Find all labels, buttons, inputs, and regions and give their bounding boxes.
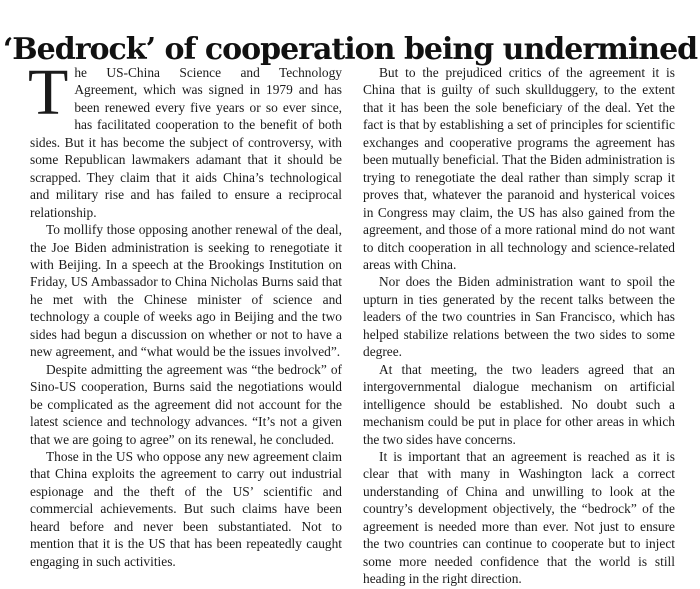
article-paragraph: To mollify those opposing another renewal of the deal, the Joe Biden administration is seeking to renegotiate it with Beijing. In a speech at the Brookings Institution on Friday, US Ambassador to China Nicholas Burns said that he met with the Chinese minister of science and technology a couple of weeks ago in Beijing and the two sides had begun a discussion on whether or not to have a new agreement, and “what would be the issues involved”. — [30, 222, 342, 360]
article-paragraph: It is important that an agreement is reached as it is clear that with many in Washington lack a correct understanding of China and unwilling to look at the country’s development objectively, the “bedrock” of the agreement is needed more than ever. Not just to ensure the two countries can continue to cooperate but to inject some more needed confidence that the world is still heading in the right direction. — [363, 448, 675, 587]
article-paragraph — [28, 56, 342, 221]
article-paragraph: Those in the US who oppose any new agreement claim that China exploits the agreement to carry out industrial espionage and the theft of the US’ scientific and commercial achievements. But such claims have been heard before and never been substantiated. Not to mention that it is the US that has been repeatedly caught engaging in such activities. — [30, 448, 342, 569]
drop-cap: T — [28, 56, 69, 129]
paragraph-text: he US-China Science and Technology Agreement, which was signed in 1979 and has been renewed every five years or so ever since, has facilitated cooperation to the benefit of both sides. But it has become the subject of controversy, with some Republican lawmakers adamant that it should be scrapped. They claim that it aids China’s technological and military rise and has failed to ensure a reciprocal relationship. — [30, 65, 342, 220]
article-paragraph: At that meeting, the two leaders agreed that an intergovernmental dialogue mechanism on artificial intelligence should be established. No doubt such a mechanism could be put in place for other areas in which the two sides have concerns. — [363, 361, 675, 447]
article-paragraph: Despite admitting the agreement was “the bedrock” of Sino-US cooperation, Burns said the negotiations would be complicated as the agreement did not account for the latest science and technology advances. “It’s not a given that we are going to agree” on its renewal, he concluded. — [30, 361, 342, 447]
article-paragraph: Nor does the Biden administration want to spoil the upturn in ties generated by the recent talks between the leaders of the two countries in San Francisco, which has helped stabilize relations between the two sides to some degree. — [363, 274, 675, 360]
headline: ‘Bedrock’ of cooperation being undermined — [2, 32, 698, 68]
article-column-right — [363, 64, 675, 588]
article-paragraph: But to the prejudiced critics of the agreement it is China that is guilty of such skullduggery, to the extent that it has been the sole beneficiary of the deal. Yet the fact is that by establishing a set of principles for scientific exchanges and cooperative programs the agreement has been mutually beneficial. That the Biden administration is trying to renegotiate the deal rather than simply scrap it proves that, whatever the paranoid and hysterical voices in Congress may claim, the US has also gained from the agreement, and those of a more rational mind do not want to ditch cooperation in all technology and science-related areas with China. — [363, 65, 675, 272]
article-column-left — [28, 56, 342, 570]
